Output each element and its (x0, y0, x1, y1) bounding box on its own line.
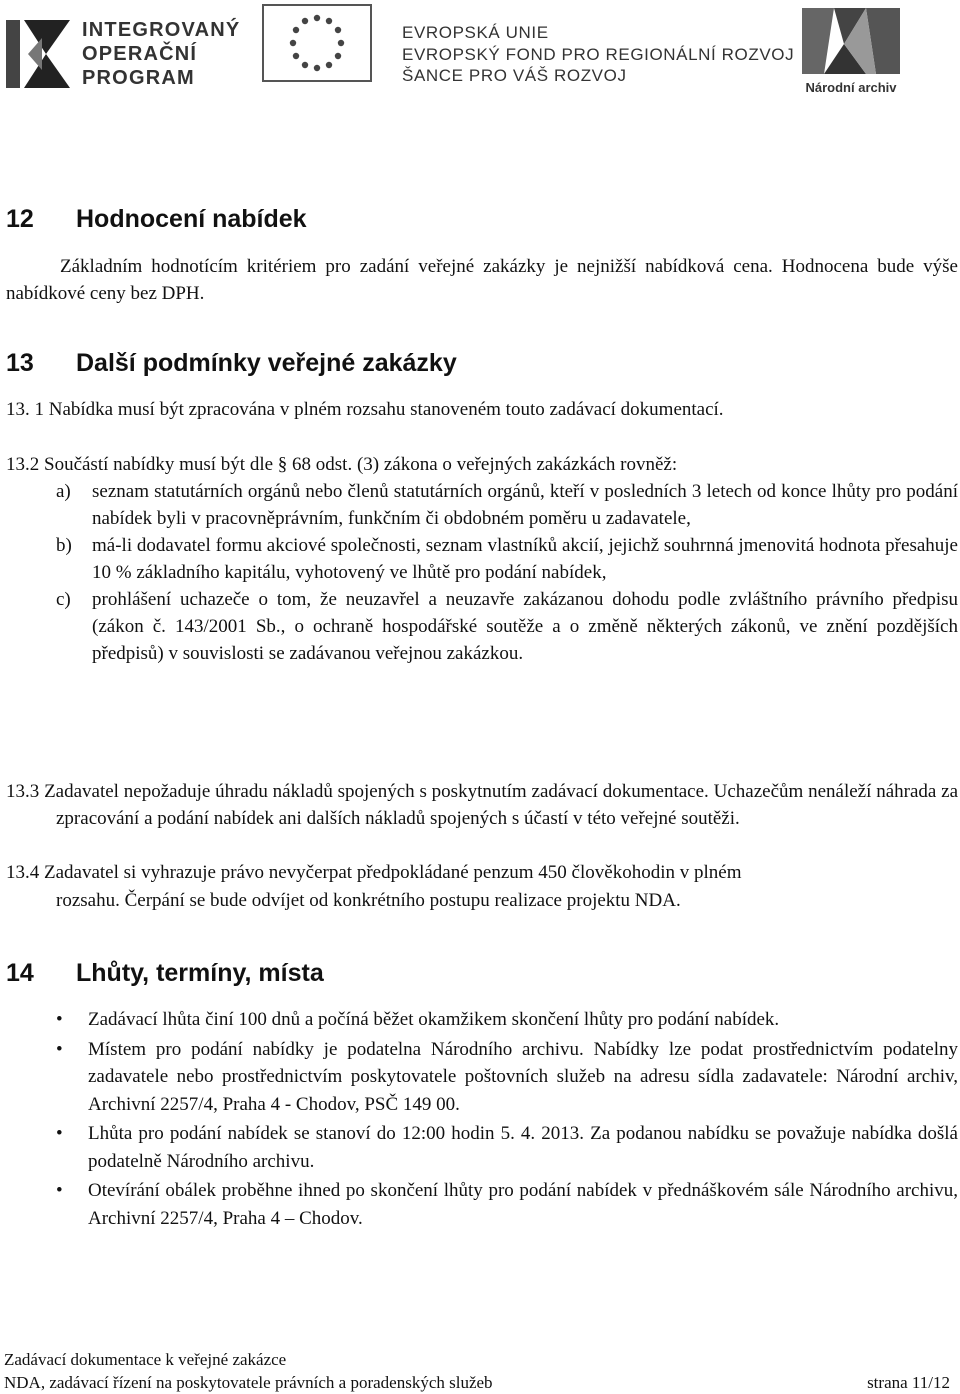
footer-line-2: NDA, zadávací řízení na poskytovatele právních a poradenských služeb (4, 1373, 493, 1392)
list-item-text: seznam statutárních orgánů nebo členů statutárních orgánů, kteří v posledních 3 letech od konce lhůty pro podání nabídek byli v pracovněprávním, funkčním či obdobném poměru u zadavatele, (92, 481, 958, 529)
bullet-icon: • (56, 1123, 63, 1144)
section-13-2-text: 13.2 Součástí nabídky musí být dle § 68 odst. (3) zákona o veřejných zakázkách rovněž: (6, 454, 678, 475)
list-item (56, 586, 958, 667)
list-item-text: Místem pro podání nabídky je podatelna Národního archivu. Nabídky lze podat prostřednictvím podatelny zadavatele nebo prostřednictvím poskytovatele poštovních služeb na adresu sídla zadavatele: Národní archiv, Archivní 2257/4, Praha 4 - Chodov, PSČ 149 00. (88, 1038, 958, 1115)
eu-logo-text (402, 22, 794, 87)
section-12-text: Základním hodnotícím kritériem pro zadání veřejné zakázky je nejnižší nabídková cena. Hodnocena bude výše nabídkové ceny bez DPH. (6, 256, 958, 304)
iop-logo (6, 14, 241, 94)
page-footer (4, 1348, 950, 1394)
list-item-label: b) (56, 535, 72, 556)
section-13-number: 13 (6, 349, 34, 377)
eu-flag-icon (262, 4, 372, 82)
list-item-text: prohlášení uchazeče o tom, že neuzavřel a neuzavře zakázanou dohodu podle zvláštního právního předpisu (zákon č. 143/2001 Sb., o ochraně hospodářské soutěže a o změně některých zákonů, ve znění pozdějších předpisů) v souvislosti se zadávanou veřejnou zakázkou. (92, 589, 958, 664)
eu-line-1: EVROPSKÁ UNIE (402, 23, 549, 42)
list-item (52, 1120, 958, 1175)
iop-logo-text (82, 18, 240, 90)
list-item (56, 478, 958, 532)
section-12-heading (6, 205, 307, 234)
section-13-2-list (56, 478, 958, 667)
eu-line-3: ŠANCE PRO VÁŠ ROZVOJ (402, 66, 627, 85)
iop-line-2: OPERAČNÍ (82, 43, 198, 65)
national-archive-logo (800, 4, 902, 98)
list-item (56, 532, 958, 586)
section-13-1-text: 13. 1 Nabídka musí být zpracována v plném rozsahu stanoveném touto zadávací dokumentací. (6, 399, 724, 420)
iop-line-3: PROGRAM (82, 67, 195, 89)
bullet-icon: • (56, 1038, 63, 1060)
section-13-heading (6, 349, 457, 378)
footer-line-1: Zadávací dokumentace k veřejné zakázce (4, 1350, 287, 1369)
list-item-text: Lhůta pro podání nabídek se stanoví do 12:00 hodin 5. 4. 2013. Za podanou nabídku se považuje nabídka došlá podatelně Národního archivu. (88, 1123, 958, 1172)
iop-mark-icon (6, 14, 72, 94)
list-item-label: a) (56, 481, 71, 502)
list-item-text: Otevírání obálek proběhne ihned po skončení lhůty pro podání nabídek v přednáškovém sále Národního archivu, Archivní 2257/4, Praha 4 – Chodov. (88, 1180, 958, 1229)
header-logos (0, 0, 960, 110)
list-item-text: má-li dodavatel formu akciové společnosti, seznam vlastníků akcií, jejichž souhrnná jmenovitá hodnota přesahuje 10 % základního kapitálu, vyhotovený ve lhůtě pro podání nabídek, (92, 535, 958, 583)
list-item (52, 1006, 958, 1034)
section-12-number: 12 (6, 205, 34, 233)
section-14-number: 14 (6, 959, 34, 987)
eu-line-2: EVROPSKÝ FOND PRO REGIONÁLNÍ ROZVOJ (402, 44, 795, 64)
list-item (52, 1177, 958, 1232)
page-number: strana 11/12 (867, 1373, 950, 1392)
section-12-title: Hodnocení nabídek (76, 205, 307, 233)
section-13-3-text: 13.3 Zadavatel nepožaduje úhradu nákladů spojených s poskytnutím zadávací dokumentace. Uchazečům nenáleží náhrada za zpracování a podání nabídek ani dalších nákladů spojených s účastí v této veřejné soutěži. (6, 781, 958, 829)
section-14-title: Lhůty, termíny, místa (76, 959, 324, 987)
section-13-4-lead: 13.4 Zadavatel si vyhrazuje právo nevyčerpat předpokládané penzum 450 člověkohodin v plném (6, 862, 742, 883)
section-13-4-rest: rozsahu. Čerpání se bude odvíjet od konkrétního postupu realizace projektu NDA. (56, 890, 681, 911)
list-item-text: Zadávací lhůta činí 100 dnů a počíná běžet okamžikem skončení lhůty pro podání nabídek. (88, 1009, 780, 1030)
bullet-icon: • (56, 1180, 63, 1201)
bullet-icon: • (56, 1009, 63, 1030)
section-14-list (52, 1006, 958, 1234)
iop-line-1: INTEGROVANÝ (82, 19, 241, 41)
section-14-heading (6, 959, 324, 988)
list-item-label: c) (56, 589, 71, 610)
section-13-title: Další podmínky veřejné zakázky (76, 349, 457, 377)
national-archive-label: Národní archiv (805, 80, 897, 95)
national-archive-mark-icon (800, 4, 902, 78)
footer-line-2-row (4, 1371, 950, 1394)
list-item (52, 1036, 958, 1119)
